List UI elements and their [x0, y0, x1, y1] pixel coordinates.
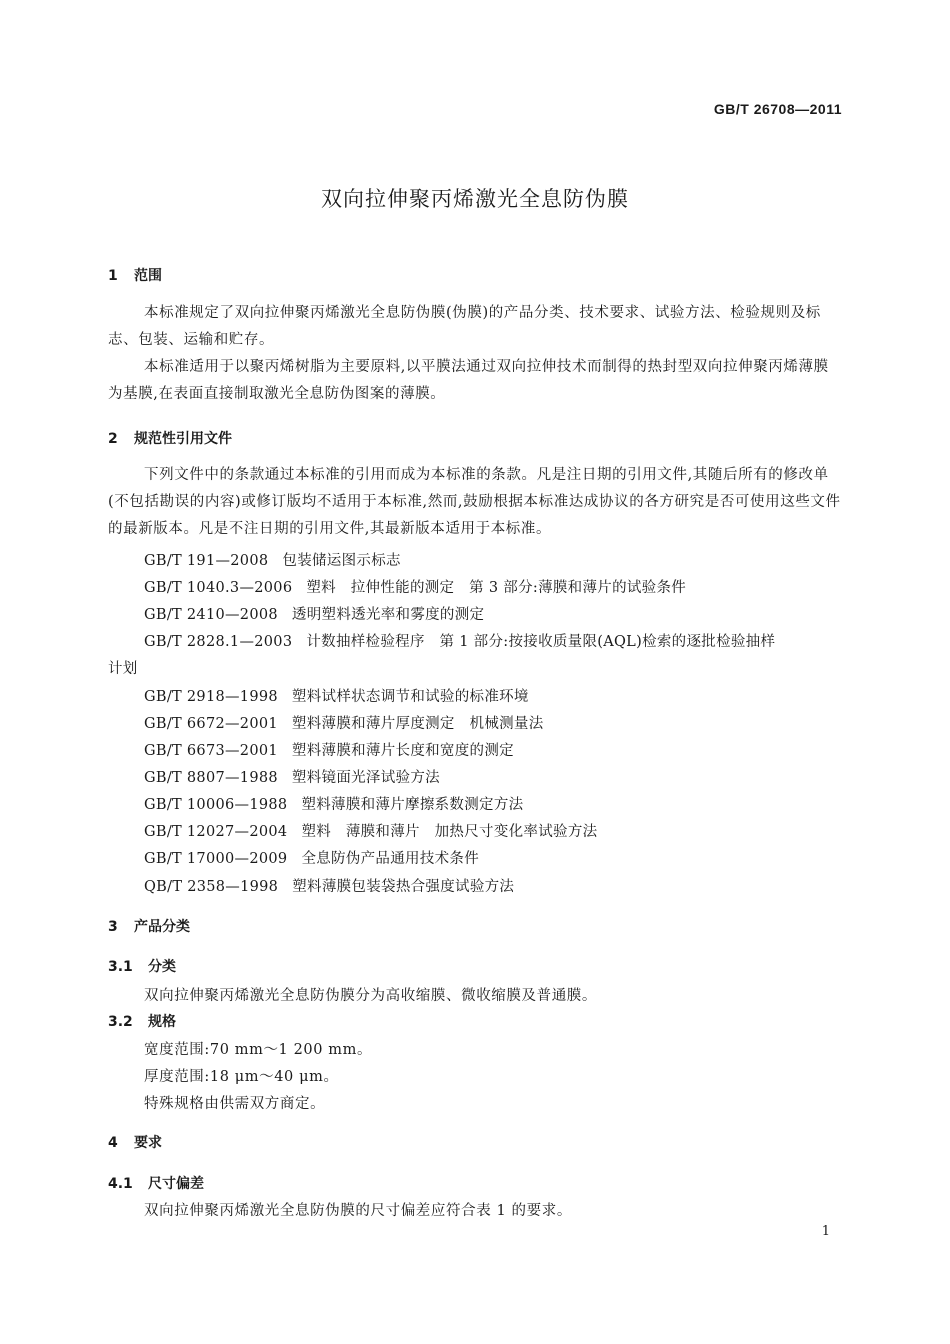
reference-title: 全息防伪产品通用技术条件 — [301, 851, 480, 867]
reference-item — [144, 820, 597, 841]
section-2-heading — [108, 428, 232, 448]
reference-title: 包装储运图示标志 — [282, 553, 401, 569]
reference-title: 塑料薄膜和薄片厚度测定 机械测量法 — [291, 716, 544, 732]
reference-code: GB/T 6672—2001 — [144, 716, 278, 732]
section-number: 3 — [108, 919, 118, 935]
reference-item — [144, 793, 523, 814]
reference-code: QB/T 2358—1998 — [144, 879, 279, 895]
subsection-title: 规格 — [148, 1014, 176, 1030]
reference-code: GB/T 6673—2001 — [144, 743, 278, 759]
reference-title: 塑料薄膜和薄片长度和宽度的测定 — [291, 743, 514, 759]
reference-title: 塑料薄膜和薄片摩擦系数测定方法 — [301, 797, 524, 813]
section-1-paragraph-2: 本标准适用于以聚丙烯树脂为主要原料,以平膜法通过双向拉伸技术而制得的热封型双向拉伸聚丙烯薄膜为基膜,在表面直接制取激光全息防伪图案的薄膜。 — [108, 359, 829, 402]
reference-item — [144, 603, 484, 624]
subsection-4-1-heading — [108, 1173, 204, 1193]
section-4-heading — [108, 1132, 162, 1152]
reference-item — [144, 685, 529, 706]
section-number: 4 — [108, 1135, 118, 1151]
subsection-4-1-text: 双向拉伸聚丙烯激光全息防伪膜的尺寸偏差应符合表 1 的要求。 — [144, 1203, 572, 1219]
reference-title: 塑料 薄膜和薄片 加热尺寸变化率试验方法 — [301, 824, 598, 840]
reference-code: GB/T 191—2008 — [144, 553, 269, 569]
reference-code: GB/T 12027—2004 — [144, 824, 288, 840]
reference-item — [144, 630, 775, 651]
reference-title: 透明塑料透光率和雾度的测定 — [291, 607, 485, 623]
subsection-number: 3.2 — [108, 1014, 133, 1030]
reference-code: GB/T 10006—1988 — [144, 797, 288, 813]
reference-code: GB/T 2918—1998 — [144, 689, 278, 705]
reference-item — [144, 847, 479, 868]
reference-title: 塑料薄膜包装袋热合强度试验方法 — [292, 879, 515, 895]
reference-code: GB/T 1040.3—2006 — [144, 580, 293, 596]
reference-item — [144, 549, 401, 570]
page-number: 1 — [821, 1224, 830, 1239]
reference-item — [144, 712, 544, 733]
subsection-number: 4.1 — [108, 1176, 133, 1192]
section-number: 2 — [108, 431, 118, 447]
subsection-3-1-heading — [108, 956, 176, 976]
spec-special: 特殊规格由供需双方商定。 — [144, 1096, 326, 1112]
spec-thickness: 厚度范围:18 μm～40 μm。 — [144, 1069, 339, 1085]
section-1-paragraph-1: 本标准规定了双向拉伸聚丙烯激光全息防伪膜(伪膜)的产品分类、技术要求、试验方法、检验规则及标志、包装、运输和贮存。 — [108, 305, 821, 348]
spec-width: 宽度范围:70 mm～1 200 mm。 — [144, 1042, 373, 1058]
subsection-title: 分类 — [148, 959, 176, 975]
document-title: 双向拉伸聚丙烯激光全息防伪膜 — [321, 187, 629, 211]
reference-code: GB/T 8807—1988 — [144, 770, 278, 786]
reference-item — [144, 766, 440, 787]
subsection-3-2-heading — [108, 1011, 176, 1031]
reference-title: 塑料试样状态调节和试验的标准环境 — [291, 689, 529, 705]
reference-item — [144, 875, 514, 896]
subsection-number: 3.1 — [108, 959, 133, 975]
section-title: 规范性引用文件 — [134, 431, 232, 447]
section-number: 1 — [108, 268, 118, 284]
section-2-paragraph-1: 下列文件中的条款通过本标准的引用而成为本标准的条款。凡是注日期的引用文件,其随后所有的修改单(不包括勘误的内容)或修订版均不适用于本标准,然而,鼓励根据本标准达成协议的各方研究是否可使用这些文件的最新版本。凡是不注日期的引用文件,其最新版本适用于本标准。 — [108, 467, 841, 537]
reference-item — [144, 739, 514, 760]
subsection-3-1-text: 双向拉伸聚丙烯激光全息防伪膜分为高收缩膜、微收缩膜及普通膜。 — [144, 988, 597, 1004]
reference-item — [144, 576, 686, 597]
section-title: 要求 — [134, 1135, 162, 1151]
reference-title: 计数抽样检验程序 第 1 部分:按接收质量限(AQL)检索的逐批检验抽样 — [306, 634, 776, 650]
reference-title: 塑料镜面光泽试验方法 — [291, 770, 440, 786]
reference-title: 塑料 拉伸性能的测定 第 3 部分:薄膜和薄片的试验条件 — [306, 580, 687, 596]
subsection-title: 尺寸偏差 — [148, 1176, 204, 1192]
section-title: 产品分类 — [134, 919, 190, 935]
reference-code: GB/T 17000—2009 — [144, 851, 288, 867]
reference-code: GB/T 2828.1—2003 — [144, 634, 293, 650]
reference-code: GB/T 2410—2008 — [144, 607, 278, 623]
section-1-heading — [108, 265, 162, 285]
section-3-heading — [108, 916, 190, 936]
standard-code: GB/T 26708—2011 — [713, 101, 842, 117]
section-title: 范围 — [134, 268, 162, 284]
reference-continuation: 计划 — [108, 661, 138, 677]
